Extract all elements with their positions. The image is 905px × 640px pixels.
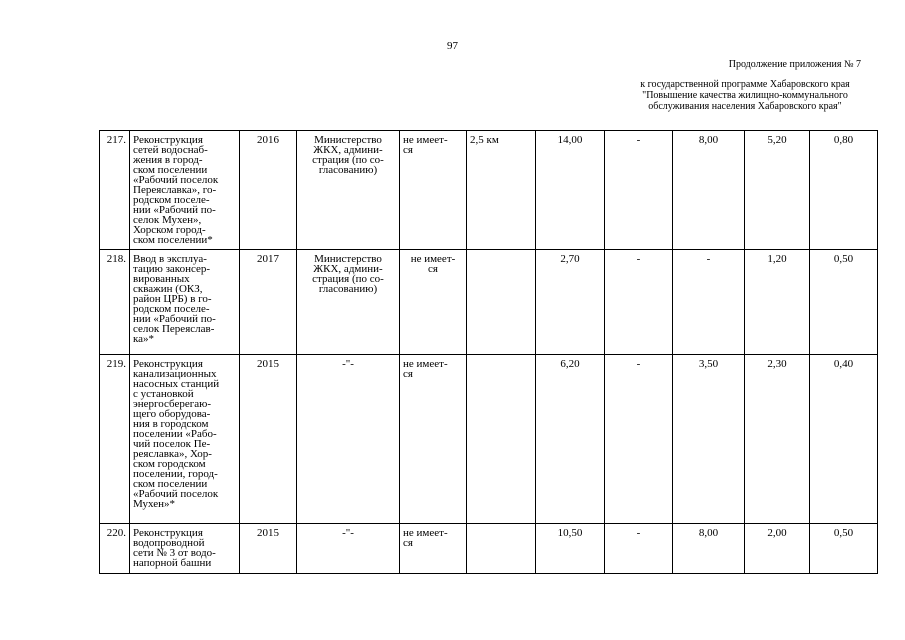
- other-cell: 0,50: [810, 524, 878, 574]
- local-cell: 2,00: [745, 524, 810, 574]
- other-cell: 0,80: [810, 131, 878, 250]
- cell-text-line: ЖКХ, админи-: [313, 144, 383, 156]
- cell-text-line: вированных: [133, 273, 190, 285]
- table-row: [100, 131, 878, 250]
- other-cell: 0,40: [810, 355, 878, 524]
- federal-cell: -: [605, 131, 673, 250]
- local-cell: 1,20: [745, 250, 810, 355]
- table-row: [100, 355, 878, 524]
- cell-text-line: водопроводной: [133, 537, 205, 549]
- measure-name: [130, 524, 240, 574]
- cell-text-line: район ЦРБ) в го-: [133, 293, 212, 305]
- cell-text-line: Реконструкция: [133, 527, 203, 539]
- cell-text-line: напорной башни: [133, 557, 212, 569]
- cell-text-line: щего оборудова-: [133, 408, 211, 420]
- cell-text-line: селок Переяслав-: [133, 323, 215, 335]
- cell-text-line: чий поселок Пе-: [133, 438, 211, 450]
- cell-text-line: страция (по со-: [312, 154, 384, 166]
- total-cell: 6,20: [536, 355, 605, 524]
- cell-text-line: ния в городском: [133, 418, 209, 430]
- cell-text-line: поселении «Рабо-: [133, 428, 217, 440]
- cell-text-line: ка»*: [133, 333, 155, 345]
- measure-name: [130, 250, 240, 355]
- cell-text-line: ся: [403, 537, 413, 549]
- regional-cell: -: [673, 250, 745, 355]
- appendix-line: к государственной программе Хабаровского края: [640, 79, 850, 90]
- cell-text-line: ском поселении: [133, 478, 208, 490]
- status-cell: [400, 524, 467, 574]
- cell-text-line: энергосберегаю-: [133, 398, 212, 410]
- executor-cell: [297, 131, 400, 250]
- cell-text-line: страция (по со-: [312, 273, 384, 285]
- cell-text-line: насосных станций: [133, 378, 220, 390]
- cell-text-line: родском поселе-: [133, 194, 210, 206]
- appendix-subtitle: [610, 79, 880, 112]
- cell-text-line: не имеет-: [403, 134, 448, 146]
- cell-text-line: тацию законсер-: [133, 263, 211, 275]
- status-cell: [400, 355, 467, 524]
- cell-text-line: не имеет-: [410, 253, 456, 265]
- cell-text-line: с установкой: [133, 388, 194, 400]
- cell-text-line: Мухен»*: [133, 498, 176, 510]
- cell-text-line: ся: [403, 368, 413, 380]
- cell-text-line: Переяславка», го-: [133, 184, 217, 196]
- local-cell: 2,30: [745, 355, 810, 524]
- total-cell: 2,70: [536, 250, 605, 355]
- cell-text-line: Ввод в эксплуа-: [133, 253, 207, 265]
- measure-name: [130, 131, 240, 250]
- executor-cell: [297, 250, 400, 355]
- cell-text-line: скважин (ОКЗ,: [133, 283, 203, 295]
- cell-text-line: поселении, город-: [133, 468, 218, 480]
- cell-text-line: родском поселе-: [133, 303, 210, 315]
- year-cell: 2015: [240, 524, 297, 574]
- year-cell: 2016: [240, 131, 297, 250]
- executor-cell: [297, 524, 400, 574]
- table-row: [100, 250, 878, 355]
- status-cell: [400, 250, 467, 355]
- federal-cell: -: [605, 250, 673, 355]
- cell-text-line: Хорском город-: [133, 224, 206, 236]
- cell-text-line: нии «Рабочий по-: [133, 313, 216, 325]
- cell-text-line: ся: [403, 144, 413, 156]
- year-cell: 2015: [240, 355, 297, 524]
- cell-text-line: не имеет-: [403, 358, 448, 370]
- regional-cell: 8,00: [673, 524, 745, 574]
- program-measures-table: [99, 130, 878, 574]
- cell-text-line: ском поселении: [133, 164, 208, 176]
- appendix-title: Продолжение приложения № 7: [728, 59, 861, 70]
- cell-text-line: гласованию): [318, 164, 378, 176]
- total-cell: 10,50: [536, 524, 605, 574]
- year-cell: 2017: [240, 250, 297, 355]
- federal-cell: -: [605, 524, 673, 574]
- capacity-cell: [467, 250, 536, 355]
- cell-text-line: реяславка», Хор-: [133, 448, 212, 460]
- regional-cell: 8,00: [673, 131, 745, 250]
- cell-text-line: Министерство: [314, 253, 382, 265]
- cell-text-line: ся: [428, 263, 438, 275]
- capacity-cell: 2,5 км: [467, 131, 536, 250]
- other-cell: 0,50: [810, 250, 878, 355]
- cell-text-line: сети № 3 от водо-: [133, 547, 216, 559]
- row-number: 217.: [100, 131, 130, 250]
- capacity-cell: [467, 524, 536, 574]
- measure-name: [130, 355, 240, 524]
- cell-text-line: ском городском: [133, 458, 206, 470]
- cell-text-line: -"-: [342, 358, 354, 370]
- cell-text-line: ском поселении*: [133, 234, 213, 246]
- appendix-line: обслуживания населения Хабаровского края": [648, 101, 842, 112]
- cell-text-line: Реконструкция: [133, 358, 203, 370]
- cell-text-line: -"-: [342, 527, 354, 539]
- capacity-cell: [467, 355, 536, 524]
- page-number: 97: [447, 40, 458, 52]
- row-number: 220.: [100, 524, 130, 574]
- cell-text-line: Реконструкция: [133, 134, 203, 146]
- appendix-line: "Повышение качества жилищно-коммунального: [642, 90, 848, 101]
- cell-text-line: жения в город-: [133, 154, 203, 166]
- cell-text-line: Министерство: [314, 134, 382, 146]
- cell-text-line: нии «Рабочий по-: [133, 204, 216, 216]
- cell-text-line: гласованию): [318, 283, 378, 295]
- regional-cell: 3,50: [673, 355, 745, 524]
- row-number: 218.: [100, 250, 130, 355]
- executor-cell: [297, 355, 400, 524]
- local-cell: 5,20: [745, 131, 810, 250]
- federal-cell: -: [605, 355, 673, 524]
- cell-text-line: «Рабочий поселок: [133, 488, 219, 500]
- cell-text-line: селок Мухен»,: [133, 214, 202, 226]
- cell-text-line: не имеет-: [403, 527, 448, 539]
- row-number: 219.: [100, 355, 130, 524]
- table-body: [100, 131, 878, 574]
- table-row: [100, 524, 878, 574]
- cell-text-line: «Рабочий поселок: [133, 174, 219, 186]
- cell-text-line: канализационных: [133, 368, 217, 380]
- total-cell: 14,00: [536, 131, 605, 250]
- cell-text-line: ЖКХ, админи-: [313, 263, 383, 275]
- cell-text-line: сетей водоснаб-: [133, 144, 208, 156]
- status-cell: [400, 131, 467, 250]
